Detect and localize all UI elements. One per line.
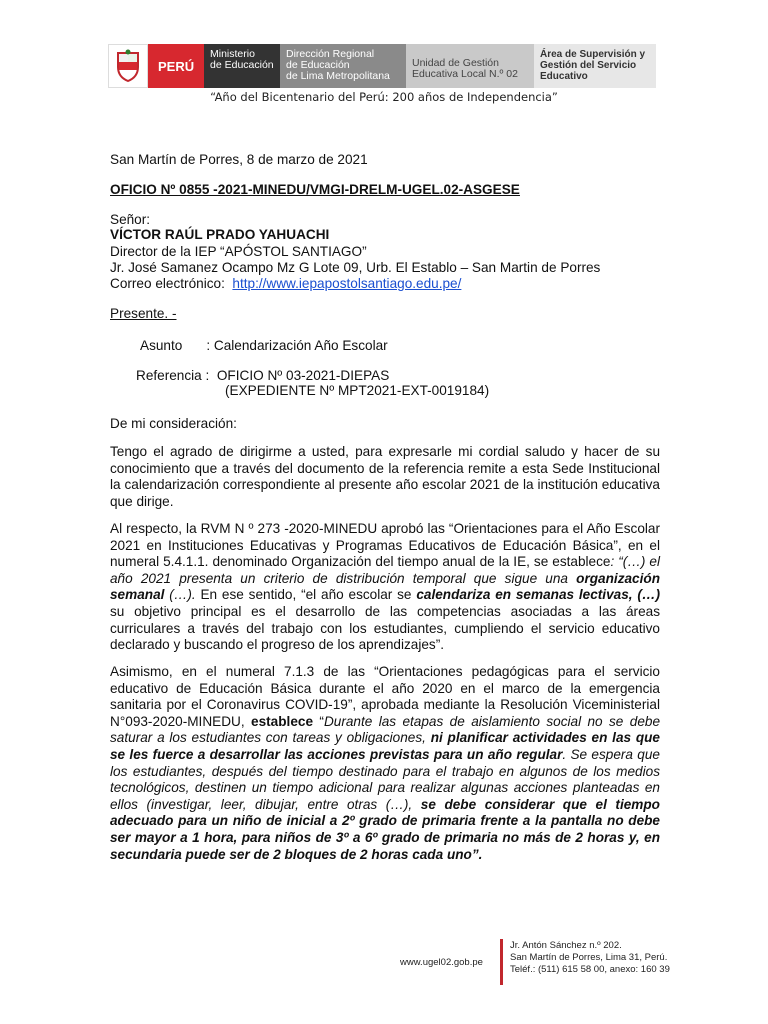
footer-divider bbox=[500, 939, 503, 985]
dre-label: Dirección Regional de Educación de Lima Metropolitana bbox=[280, 44, 406, 88]
ugel-label: Unidad de Gestión Educativa Local N.º 02 bbox=[406, 44, 534, 88]
area-label: Área de Supervisión y Gestión del Servicio Educativo bbox=[534, 44, 656, 88]
footer-address: Jr. Antón Sánchez n.º 202. San Martín de Porres, Lima 31, Perú. Teléf.: (511) 615 58 00, anexo: 160 39 bbox=[510, 940, 670, 975]
asunto-line: Asunto : Calendarización Año Escolar bbox=[140, 338, 388, 353]
presente-line: Presente. - bbox=[110, 306, 177, 321]
ministerio-label: Ministerio de Educación bbox=[204, 44, 280, 88]
recipient-name: VÍCTOR RAÚL PRADO YAHUACHI bbox=[110, 227, 330, 242]
recipient-salutation: Señor: bbox=[110, 212, 151, 227]
recipient-role: Director de la IEP “APÓSTOL SANTIAGO” bbox=[110, 244, 367, 259]
paragraph-1: Tengo el agrado de dirigirme a usted, para expresarle mi cordial saludo y hacer de su conocimiento que a través del documento de la referencia remite a esta Sede Institucional la calendarización correspondiente al presente año escolar 2021 de la institución educativa que dirige. bbox=[110, 444, 660, 509]
referencia-line: Referencia : OFICIO Nº 03-2021-DIEPAS bbox=[136, 368, 390, 383]
recipient-email: Correo electrónico: http://www.iepapostolsantiago.edu.pe/ bbox=[110, 276, 462, 291]
footer-url: www.ugel02.gob.pe bbox=[400, 957, 483, 968]
year-motto: “Año del Bicentenario del Perú: 200 años de Independencia” bbox=[210, 90, 558, 104]
recipient-address: Jr. José Samanez Ocampo Mz G Lote 09, Urb. El Establo – San Martin de Porres bbox=[110, 260, 601, 275]
email-link[interactable]: http://www.iepapostolsantiago.edu.pe/ bbox=[232, 276, 462, 291]
greeting: De mi consideración: bbox=[110, 416, 237, 431]
institution-header bbox=[108, 44, 656, 88]
paragraph-2: Al respecto, la RVM N º 273 -2020-MINEDU aprobó las “Orientaciones para el Año Escolar 2021 en Instituciones Educativas y Programas Educativos de Educación Básica”, en el numeral 5.4.1.1. denominado Organización del tiempo anual de la IE, se establece: “(…) el año 2021 presenta un criterio de distribución temporal que sigue una organización semanal (…). En ese sentido, “el año escolar se calendariza en semanas lectivas, (…) su objetivo principal es el desarrollo de las competencias asociadas a las áreas curriculares a través del trabajo con los estudiantes, cumpliendo el servicio educativo declarado y buscando el progreso de los aprendizajes”. bbox=[110, 521, 661, 653]
peru-label: PERÚ bbox=[148, 44, 204, 88]
peru-coat-of-arms-icon bbox=[108, 44, 148, 88]
date-line: San Martín de Porres, 8 de marzo de 2021 bbox=[110, 152, 368, 167]
paragraph-3: Asimismo, en el numeral 7.1.3 de las “Orientaciones pedagógicas para el servicio educativo de Educación Básica durante el año 2020 en el marco de la emergencia sanitaria por el Coronavirus COVID-19”, aprobada mediante la Resolución Viceministerial N°093-2020-MINEDU, establece “Durante las etapas de aislamiento social no se debe saturar a los estudiantes con tareas y obligaciones, ni planificar actividades en las que se les fuerce a desarrollar las acciones previstas para un año regular. Se espera que los estudiantes, después del tiempo destinado para el trabajo en algunos de los medios tecnológicos, destinen un tiempo adicional para realizar algunas acciones planteadas en ellos (investigar, leer, dibujar, entre otras (…), se debe considerar que el tiempo adecuado para un niño de inicial a 2º grado de primaria frente a la pantalla no debe ser mayor a 1 hora, para niños de 3º a 6º grado de primaria no más de 2 horas y, en secundaria puede ser de 2 bloques de 2 horas cada uno”. bbox=[110, 664, 661, 862]
oficio-number: OFICIO Nº 0855 -2021-MINEDU/VMGI-DRELM-UGEL.02-ASGESE bbox=[110, 182, 520, 197]
referencia-expediente: (EXPEDIENTE Nº MPT2021-EXT-0019184) bbox=[225, 383, 490, 398]
